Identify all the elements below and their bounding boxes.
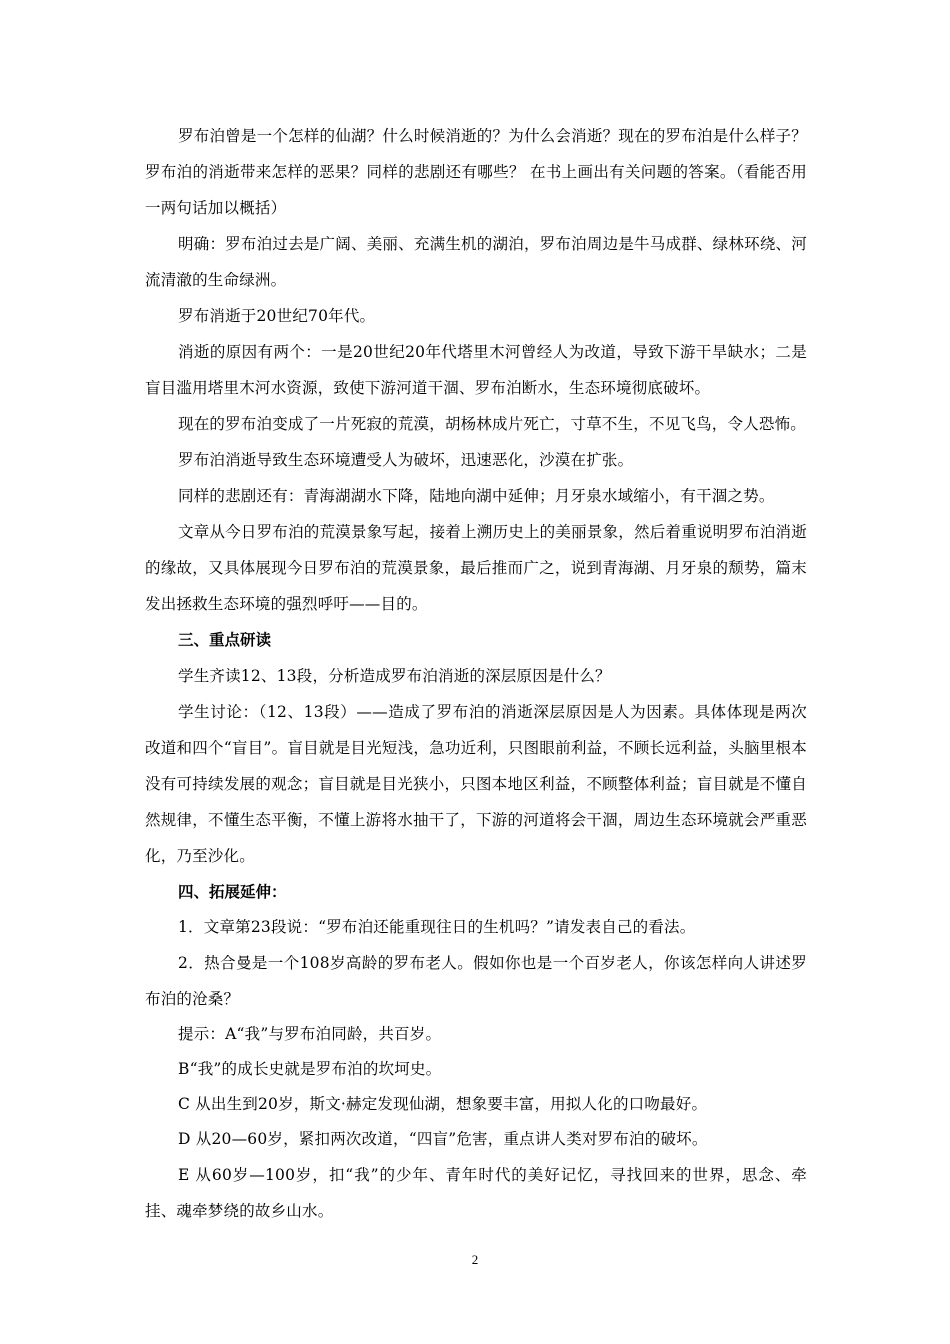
page-number: 2 bbox=[471, 1252, 479, 1267]
document-body bbox=[145, 118, 807, 1229]
paragraph-structure-summary: 文章从今日罗布泊的荒漠景象写起，接着上溯历史上的美丽景象，然后着重说明罗布泊消逝的缘故，又具体展现今日罗布泊的荒漠景象，最后推而广之，说到青海湖、月牙泉的颓势，篇末发出拯救生态环境的强烈呼吁——目的。 bbox=[145, 523, 807, 613]
paragraph-questions: 罗布泊曾是一个怎样的仙湖？什么时候消逝的？为什么会消逝？现在的罗布泊是什么样子？罗布泊的消逝带来怎样的恶果？同样的悲剧还有哪些？ 在书上画出有关问题的答案。（看能否用一两句话加以概括） bbox=[145, 127, 807, 217]
paragraph-hint-b: B“我”的成长史就是罗布泊的坎坷史。 bbox=[178, 1060, 442, 1078]
paragraph-extension-1: 1．文章第23段说：“罗布泊还能重现往日的生机吗？”请发表自己的看法。 bbox=[178, 918, 696, 936]
paragraph-answer-similar: 同样的悲剧还有：青海湖湖水下降，陆地向湖中延伸；月牙泉水域缩小，有干涸之势。 bbox=[178, 487, 775, 505]
paragraph-answer-reasons: 消逝的原因有两个：一是20世纪20年代塔里木河曾经人为改道，导致下游干旱缺水；二是盲目滥用塔里木河水资源，致使下游河道干涸、罗布泊断水，生态环境彻底破坏。 bbox=[145, 343, 807, 397]
paragraph-answer-consequence: 罗布泊消逝导致生态环境遭受人为破坏，迅速恶化，沙漠在扩张。 bbox=[178, 451, 634, 469]
paragraph-reading-task: 学生齐读12、13段，分析造成罗布泊消逝的深层原因是什么？ bbox=[178, 667, 611, 685]
paragraph-answer-time: 罗布消逝于20世纪70年代。 bbox=[178, 307, 376, 325]
paragraph-hint-e: E 从60岁—100岁，扣“我”的少年、青年时代的美好记忆，寻找回来的世界，思念、牵挂、魂牵梦绕的故乡山水。 bbox=[145, 1166, 807, 1220]
paragraph-extension-2: 2．热合曼是一个108岁高龄的罗布老人。假如你也是一个百岁老人，你该怎样向人讲述罗布泊的沧桑？ bbox=[145, 954, 807, 1008]
paragraph-hint-a: 提示：A“我”与罗布泊同龄，共百岁。 bbox=[178, 1025, 442, 1043]
paragraph-answer-present: 现在的罗布泊变成了一片死寂的荒漠，胡杨林成片死亡，寸草不生，不见飞鸟，令人恐怖。 bbox=[178, 415, 807, 433]
section-heading-key-reading: 三、重点研读 bbox=[178, 631, 272, 649]
paragraph-discussion: 学生讨论：（12、13段）——造成了罗布泊的消逝深层原因是人为因素。具体体现是两次改道和四个“盲目”。盲目就是目光短浅，急功近利，只图眼前利益，不顾长远利益，头脑里根本没有可持续发展的观念；盲目就是目光狭小，只图本地区利益，不顾整体利益；盲目就是不懂自然规律，不懂生态平衡，不懂上游将水抽干了，下游的河道将会干涸，周边生态环境就会严重恶化，乃至沙化。 bbox=[145, 703, 807, 865]
section-heading-extension: 四、拓展延伸： bbox=[178, 883, 287, 901]
paragraph-hint-c: C 从出生到20岁，斯文·赫定发现仙湖，想象要丰富，用拟人化的口吻最好。 bbox=[178, 1095, 708, 1113]
paragraph-hint-d: D 从20—60岁，紧扣两次改道，“四盲”危害，重点讲人类对罗布泊的破坏。 bbox=[178, 1130, 708, 1148]
paragraph-answer-past: 明确：罗布泊过去是广阔、美丽、充满生机的湖泊，罗布泊周边是牛马成群、绿林环绕、河流清澈的生命绿洲。 bbox=[145, 235, 807, 289]
